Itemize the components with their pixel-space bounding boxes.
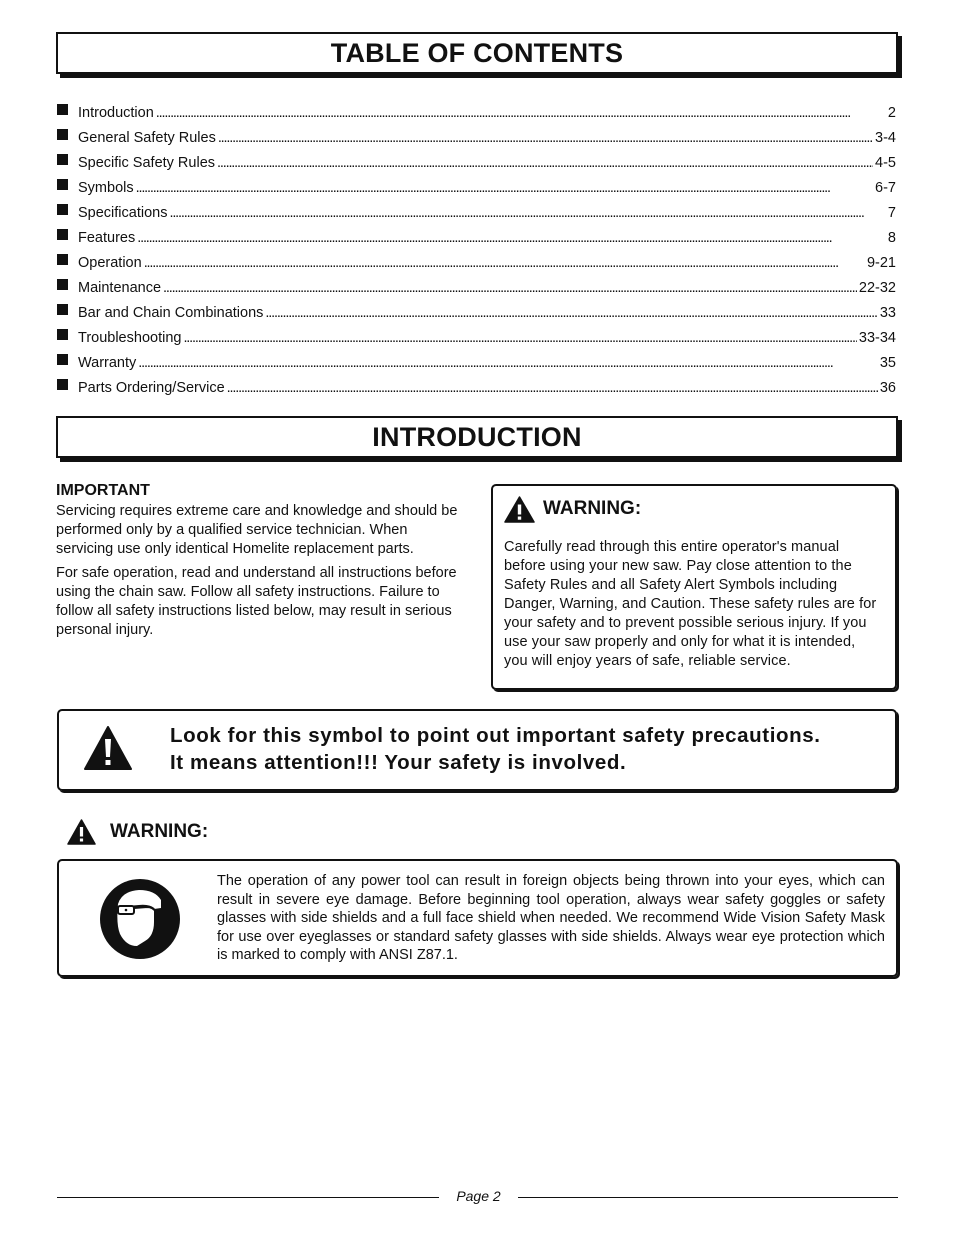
square-bullet-icon — [57, 329, 68, 340]
safety-symbol-text — [170, 722, 821, 776]
toc-title: TABLE OF CONTENTS — [56, 32, 898, 74]
toc-entry[interactable]: Introduction . . . 2 — [57, 96, 896, 121]
important-heading: IMPORTANT — [56, 482, 150, 499]
toc-entry[interactable]: Bar and Chain Combinations . . . 33 — [57, 296, 896, 321]
eye-protection-icon — [99, 878, 181, 960]
warning-heading: WARNING: — [543, 498, 642, 519]
safety-symbol-line-1: Look for this symbol to point out important safety precautions. — [170, 724, 821, 747]
square-bullet-icon — [57, 129, 68, 140]
toc-entry[interactable]: Specifications . . . 7 — [57, 196, 896, 221]
square-bullet-icon — [57, 154, 68, 165]
square-bullet-icon — [57, 254, 68, 265]
warning-triangle-icon — [67, 819, 96, 845]
eye-warning-header — [67, 819, 208, 845]
safety-symbol-notice — [57, 709, 897, 791]
warning-header — [504, 494, 883, 524]
square-bullet-icon — [57, 104, 68, 115]
page-number: Page 2 — [456, 1188, 501, 1204]
warning-triangle-icon — [83, 725, 133, 771]
toc-entry[interactable]: Warranty . . . 35 — [57, 346, 896, 371]
footer-rule-left — [57, 1197, 439, 1198]
square-bullet-icon — [57, 229, 68, 240]
footer-rule-right — [518, 1197, 898, 1198]
toc-entry[interactable]: Operation . . . 9-21 — [57, 246, 896, 271]
important-section — [56, 481, 466, 645]
eye-warning-text: The operation of any power tool can result in foreign objects being thrown into your eyes, which can result in severe eye damage. Before beginning tool operation, always wear safety goggles or safety glasses with side shields and a full face shield when needed. We recommend Wide Vision Safety Mask for use over eyeglasses or standard safety glasses with side shields. Always wear eye protection which is marked to comply with ANSI Z87.1. — [217, 873, 885, 963]
square-bullet-icon — [57, 279, 68, 290]
toc-entry[interactable]: Maintenance . . . 22-32 — [57, 271, 896, 296]
eye-warning-heading: WARNING: — [110, 821, 209, 842]
toc-entry[interactable]: General Safety Rules . . . 3-4 — [57, 121, 896, 146]
square-bullet-icon — [57, 379, 68, 390]
manual-warning-box — [491, 484, 897, 690]
warning-triangle-icon — [504, 496, 535, 523]
toc-list — [57, 96, 896, 396]
important-paragraph-1: Servicing requires extreme care and knowledge and should be performed only by a qualified service technician. When servicing use only identical Homelite replacement parts. — [56, 503, 458, 557]
toc-entry[interactable]: Features . . . 8 — [57, 221, 896, 246]
square-bullet-icon — [57, 179, 68, 190]
warning-text: Carefully read through this entire operator's manual before using your new saw. Pay close attention to the Safety Rules and all Safety Alert Symbols including Danger, Warning, and Caution. These safety rules are for your safety and to prevent possible serious injury. If you use your saw properly and only for what it is intended, you will enjoy years of safe, reliable service. — [504, 539, 877, 669]
square-bullet-icon — [57, 204, 68, 215]
square-bullet-icon — [57, 304, 68, 315]
toc-entry[interactable]: Troubleshooting . . . 33-34 — [57, 321, 896, 346]
eye-protection-box — [57, 859, 898, 977]
square-bullet-icon — [57, 354, 68, 365]
safety-symbol-line-2: It means attention!!! Your safety is involved. — [170, 751, 627, 774]
toc-entry[interactable]: Specific Safety Rules . . . 4-5 — [57, 146, 896, 171]
toc-entry[interactable]: Symbols . . . 6-7 — [57, 171, 896, 196]
toc-entry[interactable]: Parts Ordering/Service . . . 36 — [57, 371, 896, 396]
introduction-title: INTRODUCTION — [56, 416, 898, 458]
important-paragraph-2: For safe operation, read and understand all instructions before using the chain saw. Follow all safety instructions. Failure to follow all safety instructions listed below, may result in serious personal injury. — [56, 565, 457, 638]
